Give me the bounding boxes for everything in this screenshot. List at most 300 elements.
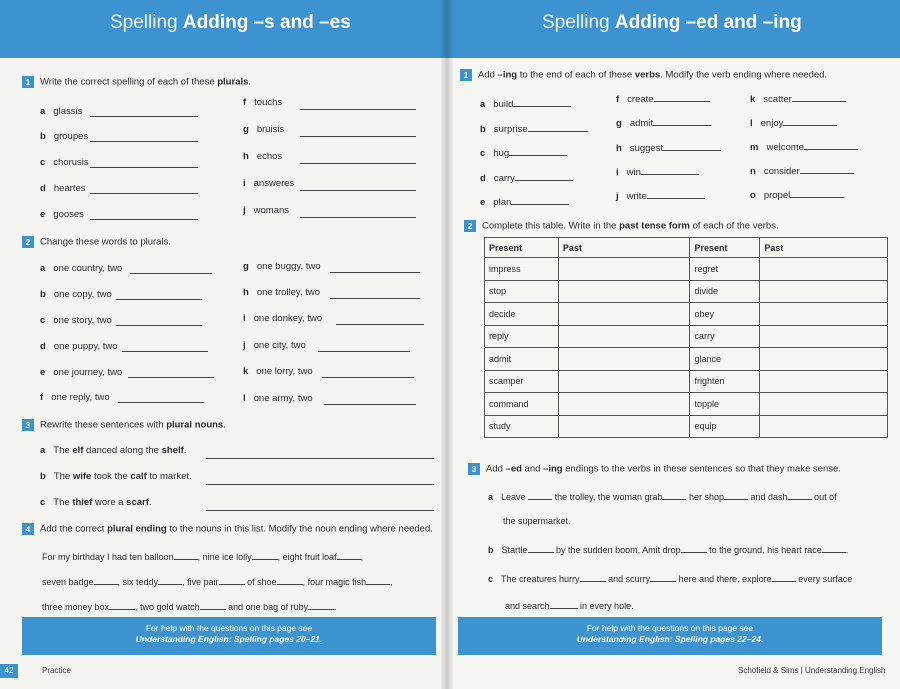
item-letter: i (616, 167, 619, 178)
item-letter: h (243, 151, 249, 162)
question-number: 4 (22, 523, 34, 535)
q1-instruction (22, 76, 251, 88)
past-answer-cell[interactable] (760, 370, 888, 393)
answer-line[interactable] (116, 290, 202, 300)
present-verb: reply (485, 325, 559, 348)
sentence-noun: elf (72, 445, 84, 456)
item-word: one copy, two (53, 289, 112, 300)
answer-line[interactable] (122, 342, 208, 352)
q1-item (243, 97, 282, 108)
sentence-noun: shelf (161, 445, 184, 456)
present-verb: scamper (485, 370, 559, 393)
item-letter: d (480, 173, 486, 184)
past-answer-cell[interactable] (760, 348, 888, 371)
answer-line[interactable] (790, 188, 844, 198)
list-text: , four magic fish (302, 577, 367, 587)
instr-text: endings to the verbs in these sentences so that they make sense. (562, 463, 841, 475)
answer-line[interactable] (511, 195, 569, 205)
answer-line[interactable] (90, 184, 198, 194)
present-verb: stop (485, 280, 559, 303)
instr-bold: –ed (505, 463, 522, 475)
item-word: one trolley, two (256, 287, 321, 298)
left-page (0, 0, 446, 689)
r-q1-item (616, 92, 710, 105)
item-letter: l (243, 393, 246, 404)
q4-instruction (22, 523, 433, 535)
right-page (446, 0, 900, 689)
r-q3-sentence-b (488, 543, 848, 555)
q1-item (40, 131, 88, 142)
q2-item (40, 315, 112, 326)
answer-line[interactable] (300, 100, 416, 110)
item-word: glassis (53, 106, 83, 117)
book-gutter (440, 0, 454, 689)
sentence-text: by the sudden boom, Amit drop (556, 545, 681, 555)
sentence-text: The creatures hurry (501, 574, 580, 584)
list-text: seven badge (42, 577, 94, 587)
answer-line[interactable] (322, 368, 414, 378)
item-word: groupes (53, 131, 89, 142)
answer-line[interactable] (528, 122, 588, 132)
r-q1-item (750, 188, 844, 201)
r-q1-item (480, 97, 571, 110)
item-letter: b (40, 289, 46, 300)
right-banner (446, 0, 900, 58)
footer-publisher: Schofield & Sims | Understanding English (738, 666, 886, 675)
question-number: 2 (22, 236, 34, 248)
answer-line[interactable] (300, 154, 416, 164)
q3-sentence (40, 497, 152, 508)
sentence-text: . (148, 497, 152, 508)
answer-line[interactable] (330, 289, 420, 299)
q4-line (42, 575, 393, 587)
answer-blank[interactable] (94, 575, 118, 585)
item-word: one army, two (253, 393, 313, 404)
r-q1-item (480, 146, 567, 159)
item-letter: g (243, 261, 249, 272)
list-text: , (390, 577, 393, 587)
present-verb: study (485, 415, 559, 438)
answer-blank[interactable] (337, 550, 361, 560)
help-box (22, 617, 436, 655)
list-text: , five pair (182, 577, 219, 587)
table-row (485, 370, 888, 393)
footer-label: Practice (42, 666, 71, 675)
instr-text: Write the correct spelling of each of these (40, 76, 218, 88)
answer-line[interactable] (206, 501, 434, 511)
item-word: carry (493, 173, 515, 184)
answer-line[interactable] (300, 208, 416, 218)
q2-item (40, 392, 110, 403)
instr-bold: verbs (634, 69, 661, 81)
sentence-noun: thief (72, 497, 93, 508)
present-verb: carry (690, 325, 760, 348)
past-answer-cell[interactable] (558, 325, 690, 348)
q1-item (40, 183, 86, 194)
item-letter: e (480, 197, 486, 208)
instr-text: Add the correct (40, 523, 108, 535)
answer-line[interactable] (336, 315, 424, 325)
item-letter: f (616, 94, 620, 105)
item-letter: n (750, 166, 756, 177)
list-text: , eight fruit loaf (277, 552, 337, 562)
sentence-text: to the ground, his heart race (709, 545, 822, 555)
past-answer-cell[interactable] (558, 415, 690, 438)
q2-item (40, 367, 122, 378)
q2-item (40, 341, 118, 352)
item-letter: k (750, 94, 756, 105)
present-verb: glance (690, 348, 760, 371)
item-word: touchs (254, 97, 283, 108)
table-row (485, 303, 888, 326)
r-q3-sentence-c (488, 572, 852, 584)
q2-item (243, 366, 313, 377)
item-word: build (493, 99, 514, 110)
column-header: Past (558, 238, 690, 258)
instr-text: . (223, 419, 226, 431)
item-letter: c (40, 497, 46, 508)
question-number: 1 (22, 76, 34, 88)
answer-blank[interactable] (252, 550, 278, 560)
answer-blank[interactable] (724, 490, 748, 500)
item-letter: a (40, 106, 46, 117)
column-header: Present (690, 238, 760, 258)
answer-blank[interactable] (822, 543, 846, 553)
past-answer-cell[interactable] (760, 325, 888, 348)
item-word: write (626, 191, 647, 202)
left-banner (0, 0, 446, 58)
sentence-text: The (53, 497, 73, 508)
list-text: , (360, 552, 364, 562)
question-number: 3 (22, 419, 34, 431)
q2-item (40, 289, 112, 300)
item-word: propel (763, 190, 791, 201)
answer-line[interactable] (513, 97, 571, 107)
sentence-text: The (53, 471, 73, 482)
past-tense-table (484, 237, 888, 438)
item-letter: c (40, 315, 46, 326)
item-letter: a (40, 445, 46, 456)
answer-line[interactable] (300, 127, 416, 137)
instr-text: of each of the verbs. (689, 220, 779, 232)
past-answer-cell[interactable] (760, 393, 888, 416)
r-q2-instruction (464, 220, 779, 232)
answer-line[interactable] (90, 210, 198, 220)
answer-line[interactable] (318, 342, 410, 352)
past-answer-cell[interactable] (760, 303, 888, 326)
q2-instruction (22, 236, 171, 248)
q2-item (40, 263, 122, 274)
sentence-text: her shop (688, 492, 725, 502)
answer-line[interactable] (804, 140, 858, 150)
question-number: 1 (460, 69, 472, 81)
instr-text: Add (478, 69, 498, 81)
item-letter: k (243, 366, 249, 377)
item-letter: f (243, 97, 247, 108)
item-letter: c (40, 157, 46, 168)
answer-blank[interactable] (550, 599, 578, 609)
past-answer-cell[interactable] (558, 370, 690, 393)
item-letter: e (40, 367, 46, 378)
list-text: of shoe (244, 577, 277, 587)
past-answer-cell[interactable] (558, 280, 690, 303)
answer-line[interactable] (663, 141, 721, 151)
present-verb: topple (690, 393, 760, 416)
help-box (458, 617, 882, 655)
instr-text: Change these words to plurals. (40, 236, 171, 248)
item-letter: g (616, 118, 622, 129)
banner-category: Spelling (110, 12, 178, 33)
sentence-noun: calf (130, 471, 147, 482)
answer-blank[interactable] (681, 543, 707, 553)
item-letter: m (750, 142, 759, 153)
sentence-text: and search (505, 601, 550, 611)
answer-line[interactable] (515, 171, 573, 181)
r-q1-item (480, 122, 588, 135)
present-verb: obey (690, 303, 760, 326)
answer-line[interactable] (90, 107, 198, 117)
item-word: heartes (53, 183, 86, 194)
answer-blank[interactable] (174, 550, 198, 560)
q3-sentence (40, 445, 186, 456)
answer-blank[interactable] (308, 600, 334, 610)
q1-item (243, 205, 289, 216)
instr-bold: plural ending (107, 523, 167, 535)
answer-blank[interactable] (650, 572, 676, 582)
answer-blank[interactable] (277, 575, 303, 585)
item-letter: o (750, 190, 756, 201)
past-answer-cell[interactable] (558, 393, 690, 416)
sentence-text: Leave (501, 492, 526, 502)
item-letter: b (40, 131, 46, 142)
answer-blank[interactable] (219, 575, 245, 585)
item-letter: a (480, 99, 486, 110)
answer-line[interactable] (653, 116, 711, 126)
item-word: consider (763, 166, 800, 177)
item-word: one country, two (53, 263, 123, 274)
help-text: For help with the questions on this page see (145, 623, 313, 633)
q4-line (42, 550, 363, 562)
item-word: one story, two (53, 315, 112, 326)
item-word: one donkey, two (253, 313, 323, 324)
q1-item (243, 151, 282, 162)
answer-line[interactable] (792, 92, 846, 102)
q2-item (243, 313, 322, 324)
help-text: For help with the questions on this page see (586, 623, 754, 633)
item-letter: c (488, 574, 494, 584)
item-word: chorusis (53, 157, 89, 168)
item-letter: g (243, 124, 249, 135)
item-word: hug (493, 148, 510, 159)
list-text: . (334, 602, 337, 612)
sentence-text: the supermarket. (503, 516, 571, 526)
sentence-text: the trolley, the woman grab (554, 492, 663, 502)
sentence-text: took the (91, 471, 131, 482)
r-q1-item (750, 164, 854, 177)
instr-text: Complete this table. Write in the (482, 220, 620, 232)
instr-text: . Modify the verb ending where needed. (660, 69, 828, 81)
instr-text: Add (486, 463, 506, 475)
r-q1-item (616, 165, 699, 178)
item-letter: e (40, 209, 46, 220)
answer-blank[interactable] (580, 572, 606, 582)
item-word: surprise (493, 124, 528, 135)
sentence-noun: wife (72, 471, 92, 482)
past-answer-cell[interactable] (760, 280, 888, 303)
table-row (485, 280, 888, 303)
item-word: create (627, 94, 654, 105)
sentence-text: in every hole. (580, 601, 634, 611)
q3-sentence (40, 471, 192, 482)
answer-blank[interactable] (528, 490, 552, 500)
item-letter: b (488, 545, 494, 555)
answer-blank[interactable] (200, 600, 226, 610)
help-reference: Understanding English: Spelling pages 22–24. (576, 634, 764, 644)
item-letter: i (243, 313, 246, 324)
item-word: suggest (629, 143, 664, 154)
answer-line[interactable] (641, 165, 699, 175)
q2-item (243, 393, 313, 404)
left-page-title (110, 12, 351, 34)
instr-text: to the end of each of these (517, 69, 635, 81)
sentence-noun: scarf (126, 497, 149, 508)
past-answer-cell[interactable] (760, 415, 888, 438)
present-verb: divide (690, 280, 760, 303)
instr-bold: past tense form (619, 220, 690, 232)
answer-blank[interactable] (109, 600, 135, 610)
answer-line[interactable] (206, 475, 434, 485)
sentence-text: wore a (92, 497, 127, 508)
r-q1-item (616, 189, 705, 202)
answer-line[interactable] (300, 181, 416, 191)
banner-topic: Adding –ed and –ing (614, 12, 802, 33)
item-letter: h (243, 287, 249, 298)
instr-bold: plurals (217, 76, 249, 88)
answer-line[interactable] (90, 158, 198, 168)
sentence-text: here and there, explore (678, 574, 772, 584)
answer-line[interactable] (128, 368, 214, 378)
instr-text: to the nouns in this list. Modify the noun ending where needed. (166, 523, 433, 535)
r-q1-item (750, 92, 846, 105)
answer-line[interactable] (330, 263, 420, 273)
q2-item (243, 340, 306, 351)
help-reference: Understanding English: Spelling pages 20–21. (135, 634, 323, 644)
instr-bold: –ing (497, 69, 518, 81)
past-answer-cell[interactable] (558, 258, 690, 281)
table-header-row (485, 238, 888, 258)
instr-text: . (248, 76, 252, 88)
table-row (485, 348, 888, 371)
item-letter: j (616, 191, 619, 202)
instr-text: and (521, 463, 544, 475)
answer-blank[interactable] (772, 572, 796, 582)
past-answer-cell[interactable] (558, 348, 690, 371)
present-verb: regret (690, 258, 760, 281)
q1-item (243, 124, 284, 135)
item-letter: i (243, 178, 246, 189)
item-letter: j (243, 340, 246, 351)
answer-line[interactable] (118, 393, 204, 403)
q4-line (42, 600, 337, 612)
item-letter: a (40, 263, 46, 274)
table-row (485, 393, 888, 416)
sentence-text: The (53, 445, 73, 456)
answer-blank[interactable] (366, 575, 390, 585)
item-word: echos (256, 151, 283, 162)
item-word: bruisis (256, 124, 285, 135)
sentence-text: . (845, 545, 849, 555)
item-letter: j (243, 205, 246, 216)
answer-line[interactable] (647, 189, 705, 199)
instr-bold: –ing (543, 463, 563, 475)
past-answer-cell[interactable] (558, 303, 690, 326)
item-word: gooses (53, 209, 84, 220)
sentence-text: every surface (798, 574, 853, 584)
answer-line[interactable] (783, 116, 837, 126)
table-row (485, 325, 888, 348)
item-letter: l (750, 118, 753, 129)
answer-line[interactable] (324, 395, 416, 405)
item-word: one city, two (253, 340, 306, 351)
item-letter: a (488, 492, 494, 502)
item-word: one buggy, two (256, 261, 321, 272)
present-verb: equip (690, 415, 760, 438)
answer-blank[interactable] (158, 575, 182, 585)
item-word: enjoy (760, 118, 784, 129)
answer-line[interactable] (509, 146, 567, 156)
answer-blank[interactable] (662, 490, 686, 500)
r-q1-instruction (460, 69, 827, 81)
banner-category: Spelling (542, 12, 610, 33)
list-text: three money box (42, 602, 110, 612)
past-answer-cell[interactable] (760, 258, 888, 281)
answer-line[interactable] (90, 132, 198, 142)
table-row (485, 415, 888, 438)
present-verb: decide (485, 303, 559, 326)
sentence-text: . (183, 445, 187, 456)
r-q3-instruction (468, 463, 841, 475)
answer-blank[interactable] (528, 543, 554, 553)
instr-bold: plural nouns (166, 419, 224, 431)
sentence-text: and scurry (608, 574, 651, 584)
answer-line[interactable] (130, 264, 212, 274)
right-page-title (542, 12, 802, 34)
r-q1-item (480, 171, 573, 184)
answer-line[interactable] (206, 449, 434, 459)
answer-line[interactable] (800, 164, 854, 174)
item-word: one reply, two (51, 392, 110, 403)
sentence-text: and dash (750, 492, 788, 502)
r-q3-sentence-c-line2 (505, 599, 634, 611)
answer-blank[interactable] (788, 490, 812, 500)
list-text: , two gold watch (135, 602, 200, 612)
page-number: 42 (0, 664, 18, 678)
r-q3-sentence-a (488, 490, 837, 502)
q2-item (243, 287, 320, 298)
item-word: welcome (766, 142, 804, 153)
answer-line[interactable] (654, 92, 710, 102)
item-word: one journey, two (53, 367, 123, 378)
sentence-text: out of (814, 492, 837, 502)
item-letter: h (616, 143, 622, 154)
r-q1-item (750, 140, 858, 153)
list-text: and one bag of ruby (225, 602, 309, 612)
present-verb: impress (485, 258, 559, 281)
column-header: Present (485, 238, 559, 258)
answer-line[interactable] (116, 316, 202, 326)
sentence-text: Startle (501, 545, 528, 555)
r-q1-item (480, 195, 569, 208)
